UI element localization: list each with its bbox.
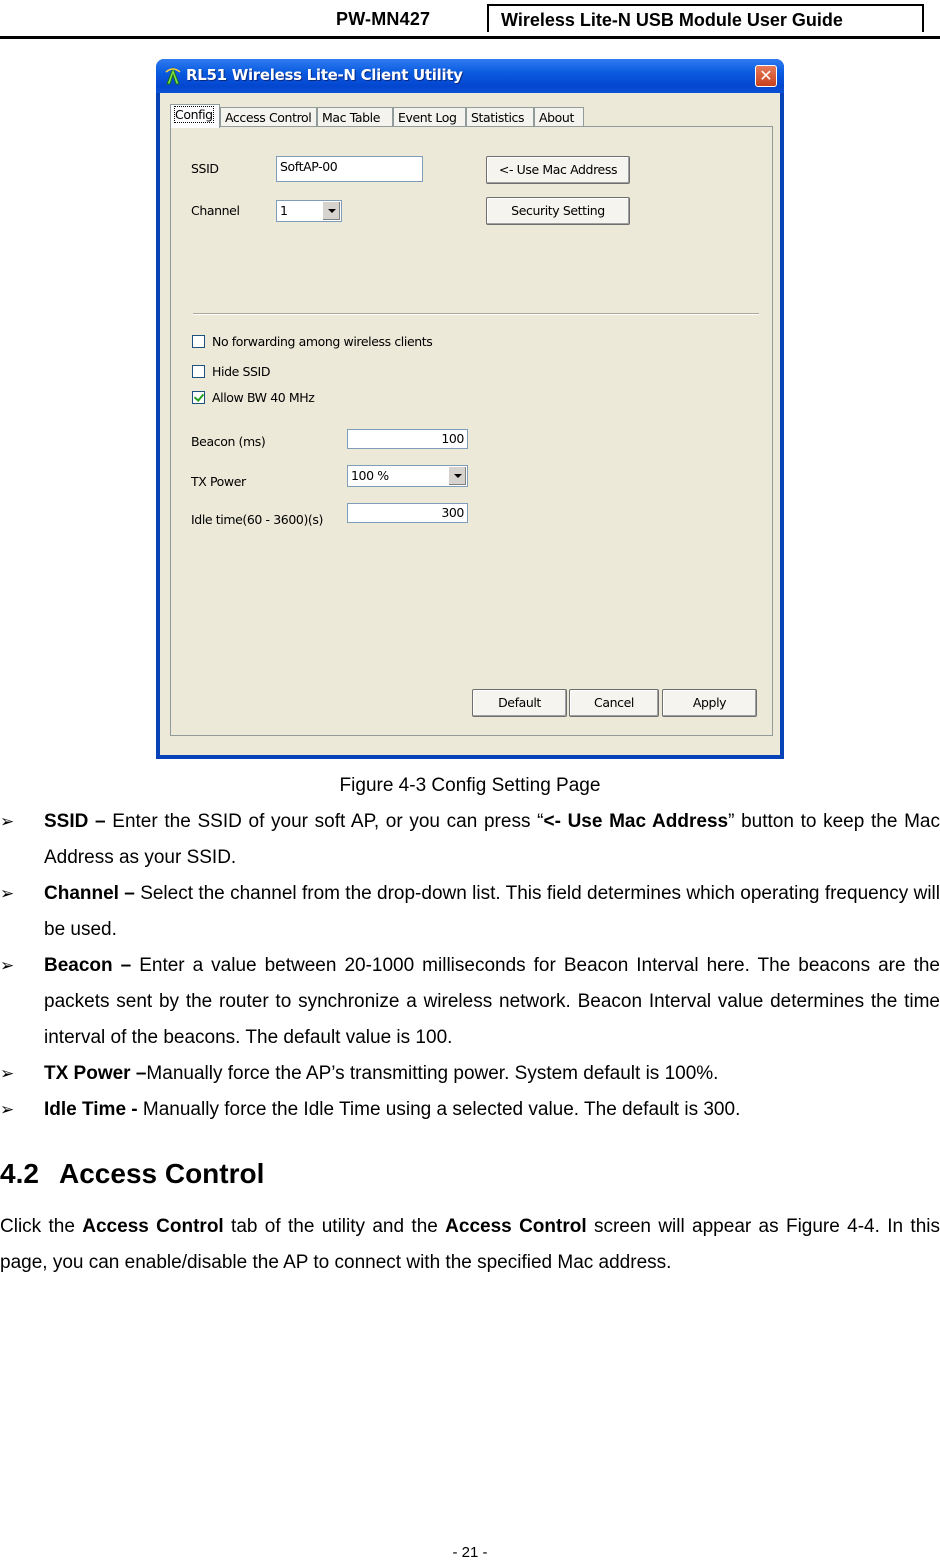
chevron-down-icon[interactable] — [448, 467, 466, 485]
idle-time-input[interactable]: 300 — [347, 503, 468, 523]
ssid-label: SSID — [191, 161, 219, 176]
bullet-bold: <- Use Mac Address — [543, 811, 729, 832]
wireless-app-icon — [164, 66, 182, 86]
section-number: 4.2 — [0, 1158, 39, 1189]
tx-power-label: TX Power — [191, 474, 246, 489]
default-button[interactable]: Default — [472, 689, 567, 717]
bullet-tx-power — [0, 1056, 940, 1092]
bullet-text — [44, 1056, 940, 1092]
bullet-term: SSID – — [44, 811, 106, 832]
use-mac-address-button[interactable]: <- Use Mac Address — [486, 156, 630, 184]
bullet-term: Beacon – — [44, 955, 132, 976]
para-text: screen will appear as Figure 4-4. In this page, you can enable/disable the AP to connect with the specified Mac address. — [0, 1216, 940, 1273]
section-heading — [0, 1158, 264, 1190]
bullet-idle-time — [0, 1092, 940, 1128]
idle-time-label: Idle time(60 - 3600)(s) — [191, 512, 323, 527]
channel-select[interactable] — [276, 200, 342, 222]
no-forwarding-label: No forwarding among wireless clients — [212, 334, 433, 349]
channel-value: 1 — [280, 203, 288, 218]
bullet-body-end: ” button to keep the Mac Address as your SSID. — [44, 811, 940, 868]
bullet-marker-icon: ➢ — [0, 956, 15, 976]
ssid-input[interactable]: SoftAP-00 — [276, 156, 423, 182]
bullet-marker-icon: ➢ — [0, 812, 15, 832]
section-title: Access Control — [59, 1158, 265, 1189]
tx-power-select[interactable] — [347, 465, 468, 487]
config-panel — [170, 126, 773, 736]
section-paragraph — [0, 1209, 940, 1281]
bullet-body: Select the channel from the drop-down list. This field determines which operating frequency will be used. — [44, 883, 940, 940]
bullet-term: TX Power – — [44, 1063, 147, 1084]
header-model: PW-MN427 — [336, 9, 431, 29]
bullet-body: Enter a value between 20-1000 milliseconds for Beacon Interval here. The beacons are the packets sent by the router to synchronize a wireless network. Beacon Interval value determines the time interval of the beacons. The default value is 100. — [44, 955, 940, 1048]
page-number: - 21 - — [452, 1544, 488, 1561]
figure-caption: Figure 4-3 Config Setting Page — [339, 775, 601, 796]
channel-label: Channel — [191, 203, 240, 218]
separator — [193, 313, 759, 315]
apply-button[interactable]: Apply — [662, 689, 757, 717]
security-setting-button[interactable]: Security Setting — [486, 197, 630, 225]
allow-bw-40-checkbox[interactable] — [192, 391, 205, 404]
tab-mac-table[interactable]: Mac Table — [317, 107, 393, 127]
bullet-term: Channel – — [44, 883, 135, 904]
bullet-marker-icon: ➢ — [0, 1064, 15, 1084]
header-title-box — [487, 4, 924, 32]
para-bold: Access Control — [82, 1216, 224, 1237]
bullet-body: Manually force the Idle Time using a selected value. The default is 300. — [137, 1099, 741, 1120]
close-button[interactable]: ✕ — [755, 65, 777, 87]
page-header — [0, 0, 940, 40]
hide-ssid-label: Hide SSID — [212, 364, 271, 379]
tab-access-control[interactable]: Access Control — [220, 107, 317, 127]
bullet-text — [44, 876, 940, 948]
beacon-label: Beacon (ms) — [191, 434, 266, 449]
window-client — [160, 93, 780, 755]
bullet-text — [44, 1092, 940, 1128]
para-text: tab of the utility and the — [223, 1216, 446, 1237]
bullet-marker-icon: ➢ — [0, 884, 15, 904]
bullet-ssid — [0, 804, 940, 876]
tx-power-value: 100 % — [351, 468, 389, 483]
bullet-channel — [0, 876, 940, 948]
beacon-input[interactable]: 100 — [347, 429, 468, 449]
utility-window — [156, 59, 784, 759]
tab-about[interactable]: About — [534, 107, 584, 127]
bullet-text — [44, 804, 940, 876]
tab-event-log[interactable]: Event Log — [393, 107, 466, 127]
chevron-down-icon[interactable] — [322, 202, 340, 220]
no-forwarding-checkbox[interactable] — [192, 335, 205, 348]
bullet-body: Manually force the AP’s transmitting power. System default is 100%. — [146, 1063, 719, 1084]
bullet-body: Enter the SSID of your soft AP, or you can press “ — [105, 811, 544, 832]
bullet-text — [44, 948, 940, 1056]
allow-bw-40-label: Allow BW 40 MHz — [212, 390, 315, 405]
tab-config[interactable] — [170, 104, 220, 128]
header-title: Wireless Lite-N USB Module User Guide — [501, 10, 843, 30]
cancel-button[interactable]: Cancel — [569, 689, 659, 717]
bullet-marker-icon: ➢ — [0, 1100, 15, 1120]
para-bold: Access Control — [445, 1216, 587, 1237]
header-rule — [0, 36, 940, 39]
bullet-beacon — [0, 948, 940, 1056]
tab-statistics[interactable]: Statistics — [466, 107, 534, 127]
para-text: Click the — [0, 1216, 83, 1237]
window-titlebar — [156, 59, 784, 93]
hide-ssid-checkbox[interactable] — [192, 365, 205, 378]
tab-config-label: Config — [175, 107, 213, 122]
window-title: RL51 Wireless Lite-N Client Utility — [186, 66, 463, 84]
bullet-term: Idle Time - — [44, 1099, 138, 1120]
